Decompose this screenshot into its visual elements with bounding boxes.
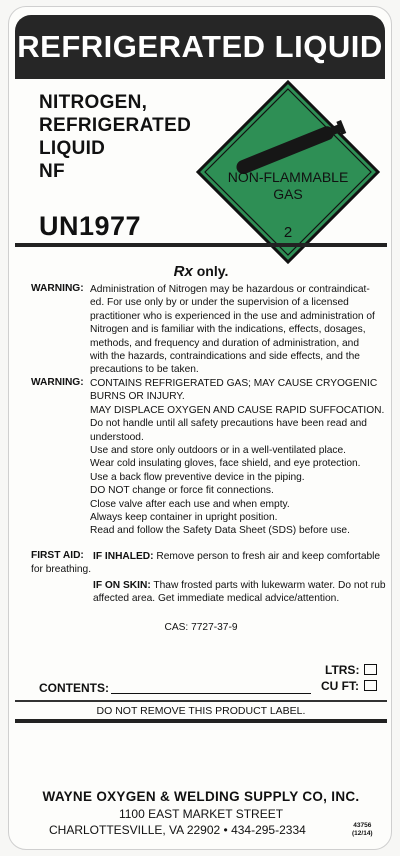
cuft-option — [321, 679, 377, 693]
warning-2-line: understood. — [90, 431, 144, 443]
company-name: WAYNE OXYGEN & WELDING SUPPLY CO, INC. — [42, 789, 360, 804]
first-aid-inhaled-cont: for breathing. — [31, 564, 92, 575]
warning-2-line: Use and store only outdoors or in a well-ventilated place. — [90, 445, 346, 457]
warning-2-line: MAY DISPLACE OXYGEN AND CAUSE RAPID SUFFOCATION. — [90, 404, 385, 416]
label-code-date: (12/14) — [352, 830, 373, 837]
hazard-text-1: NON-FLAMMABLE — [227, 169, 349, 185]
warning-2-line: BURNS OR INJURY. — [90, 391, 185, 403]
warning-2-line: Wear cold insulating gloves, face shield, and eye protection. — [90, 458, 361, 470]
ltrs-label: LTRS: — [325, 663, 360, 677]
ltrs-checkbox[interactable] — [364, 664, 377, 675]
divider — [15, 700, 387, 702]
warning-text-2 — [90, 377, 384, 538]
warning-text-1 — [90, 283, 375, 377]
warning-2-line: CONTAINS REFRIGERATED GAS; MAY CAUSE CRYOGENIC — [90, 378, 378, 389]
hazard-diamond-icon — [195, 79, 381, 265]
product-line-4: NF — [39, 161, 65, 182]
divider — [15, 243, 387, 247]
divider — [15, 719, 387, 723]
rx-symbol: Rx — [173, 263, 193, 280]
company-street: 1100 EAST MARKET STREET — [118, 807, 284, 821]
skin-label: IF ON SKIN: — [93, 580, 151, 591]
warning-label-2: WARNING: — [31, 377, 84, 388]
label-code — [352, 822, 373, 838]
warning-1-line: methods, and frequency and duration of administration, and — [90, 337, 360, 349]
warning-2-line: Always keep container in upright position. — [90, 512, 278, 524]
label-code-number: 43756 — [353, 822, 372, 829]
inhaled-text: Remove person to fresh air and keep comfortable — [156, 551, 381, 562]
company-city-phone: CHARLOTTESVILLE, VA 22902 • 434-295-2334 — [49, 823, 306, 837]
product-label — [8, 6, 392, 850]
hazard-text-2: GAS — [273, 186, 303, 202]
rx-text: only. — [196, 263, 229, 279]
product-line-2: REFRIGERATED — [39, 115, 192, 136]
warning-1-line: Nitrogen and is familiar with the indications, effects, dosages, — [90, 324, 366, 336]
first-aid-skin-cont: affected area. Get immediate medical advice/attention. — [93, 593, 340, 604]
contents-field[interactable] — [111, 693, 311, 694]
warning-1-line: precautions to be taken. — [90, 364, 199, 376]
first-aid-inhaled — [93, 550, 380, 563]
un-number: UN1977 — [39, 211, 142, 241]
banner-title: REFRIGERATED LIQUID — [15, 15, 385, 79]
do-not-remove-notice: DO NOT REMOVE THIS PRODUCT LABEL. — [96, 705, 306, 717]
skin-text: Thaw frosted parts with lukewarm water. Do not rub — [153, 580, 386, 591]
ltrs-option — [325, 663, 377, 677]
warning-label-1: WARNING: — [31, 283, 84, 294]
product-line-1: NITROGEN, — [39, 92, 148, 113]
cuft-checkbox[interactable] — [364, 680, 377, 691]
warning-2-line: Read and follow the Safety Data Sheet (SDS) before use. — [90, 525, 350, 537]
cas-number: CAS: 7727-37-9 — [164, 622, 238, 633]
first-aid-skin — [93, 579, 386, 592]
first-aid-label: FIRST AID: — [31, 550, 84, 561]
warning-1-line: with the hazards, contraindications and side effects, and the — [90, 351, 360, 363]
cuft-label: CU FT: — [321, 679, 359, 693]
warning-1-line: ed. For use only by or under the supervision of a licensed — [90, 297, 349, 309]
warning-2-line: Do not handle until all safety precautions have been read and — [90, 418, 367, 430]
contents-label: CONTENTS: — [39, 681, 109, 695]
hazard-class: 2 — [283, 224, 293, 241]
product-line-3: LIQUID — [39, 138, 106, 159]
warning-1-line: Administration of Nitrogen may be hazardous or contraindicat- — [90, 284, 370, 295]
warning-2-line: Use a back flow preventive device in the piping. — [90, 471, 305, 483]
warning-2-line: DO NOT change or force fit connections. — [90, 485, 274, 497]
warning-2-line: Close valve after each use and when empty. — [90, 498, 290, 510]
inhaled-label: IF INHALED: — [93, 551, 154, 562]
rx-only — [9, 263, 392, 280]
warning-1-line: practitioner who is experienced in the use and administration of — [90, 310, 375, 322]
